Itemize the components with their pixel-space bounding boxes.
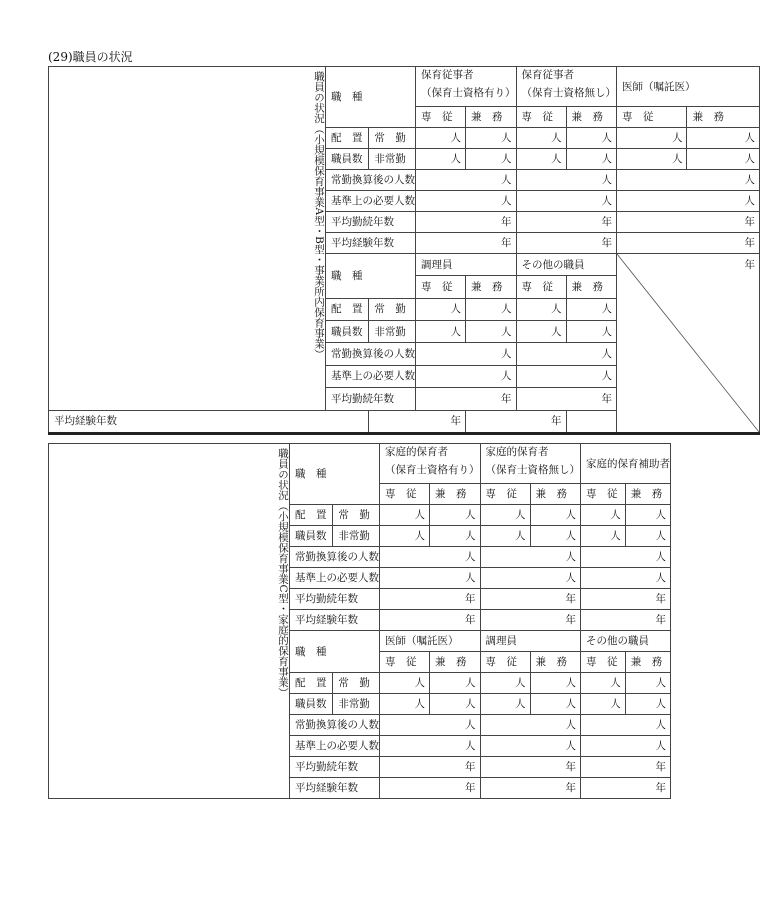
hijokin-label: 非常勤 [333, 694, 380, 715]
count-cell[interactable]: 人 [380, 673, 430, 694]
count-cell[interactable]: 人 [581, 694, 626, 715]
keiken-label: 平均経験年数 [290, 610, 380, 631]
kenmu-header: 兼 務 [530, 484, 580, 505]
count-cell[interactable]: 人 [516, 365, 617, 387]
count-cell[interactable]: 人 [625, 694, 670, 715]
page-title: (29)職員の状況 [48, 50, 133, 64]
count-cell[interactable]: 人 [416, 170, 517, 191]
count-cell[interactable]: 人 [530, 526, 580, 547]
count-cell[interactable]: 人 [581, 715, 671, 736]
count-cell[interactable]: 人 [480, 736, 581, 757]
years-cell[interactable]: 年 [380, 610, 481, 631]
senju-header: 専 従 [416, 276, 466, 298]
years-cell[interactable]: 年 [617, 212, 760, 233]
count-cell[interactable]: 人 [380, 526, 430, 547]
count-cell[interactable]: 人 [516, 343, 617, 365]
shokushu-label: 職 種 [326, 254, 416, 299]
col-header: 医師（嘱託医） [617, 67, 760, 107]
diagonal-empty-cell [617, 254, 760, 434]
years-cell[interactable]: 年 [369, 410, 466, 433]
count-cell[interactable]: 人 [480, 568, 581, 589]
count-cell[interactable]: 人 [625, 505, 670, 526]
years-unit: 年 [744, 259, 755, 271]
count-cell[interactable]: 人 [617, 149, 687, 170]
senju-header: 専 従 [516, 276, 566, 298]
years-cell[interactable]: 年 [516, 233, 617, 254]
years-cell[interactable]: 年 [480, 757, 581, 778]
count-cell[interactable]: 人 [581, 568, 671, 589]
years-cell[interactable]: 年 [416, 388, 517, 410]
section-side-label: 職員の状況（小規模保育事業C型・家庭的保育事業） [49, 444, 290, 799]
count-cell[interactable]: 人 [416, 321, 466, 343]
count-cell[interactable]: 人 [430, 505, 480, 526]
years-cell[interactable]: 年 [380, 778, 481, 799]
col-header-line2: （保育士資格有り） [421, 87, 516, 99]
col-header [416, 67, 517, 107]
count-cell[interactable]: 人 [516, 321, 566, 343]
senju-header: 専 従 [416, 107, 466, 128]
count-cell[interactable]: 人 [687, 149, 760, 170]
keiken-label: 平均経験年数 [326, 233, 416, 254]
count-cell[interactable]: 人 [530, 505, 580, 526]
shokuinsu-label: 職員数 [326, 321, 369, 343]
col-header-line1: 家庭的保育者 [385, 446, 448, 458]
count-cell[interactable]: 人 [466, 321, 516, 343]
shokushu-label: 職 種 [290, 444, 380, 505]
years-cell[interactable]: 年 [380, 757, 481, 778]
senju-header: 専 従 [380, 652, 430, 673]
senju-header: 専 従 [581, 484, 626, 505]
count-cell[interactable]: 人 [480, 715, 581, 736]
years-cell[interactable]: 年 [480, 589, 581, 610]
years-cell[interactable]: 年 [416, 233, 517, 254]
senju-header: 専 従 [480, 484, 530, 505]
count-cell[interactable]: 人 [380, 505, 430, 526]
count-cell[interactable]: 人 [466, 128, 516, 149]
count-cell[interactable]: 人 [617, 170, 760, 191]
count-cell[interactable]: 人 [380, 547, 481, 568]
count-cell[interactable]: 人 [480, 547, 581, 568]
keiken-label: 平均経験年数 [290, 778, 380, 799]
years-cell[interactable]: 年 [617, 233, 760, 254]
count-cell[interactable]: 人 [516, 149, 566, 170]
kijun-label: 基準上の必要人数 [326, 365, 416, 387]
col-header: 家庭的保育補助者 [581, 444, 671, 484]
count-cell[interactable]: 人 [416, 365, 517, 387]
staff-table-section-1 [48, 66, 760, 435]
shokuinsu-label: 職員数 [326, 149, 369, 170]
years-cell[interactable]: 年 [516, 388, 617, 410]
count-cell[interactable]: 人 [416, 343, 517, 365]
hijokin-label: 非常勤 [333, 526, 380, 547]
col-header-line1: 家庭的保育者 [485, 446, 549, 458]
col-header: 医師（嘱託医） [380, 631, 481, 652]
count-cell[interactable]: 人 [516, 170, 617, 191]
count-cell[interactable]: 人 [687, 128, 760, 149]
kinzoku-label: 平均勤続年数 [290, 757, 380, 778]
count-cell[interactable]: 人 [566, 149, 616, 170]
col-header-line2: （保育士資格無し） [485, 464, 580, 476]
count-cell[interactable]: 人 [466, 298, 516, 320]
jokin-label: 常 勤 [333, 673, 380, 694]
kenmu-header: 兼 務 [466, 276, 516, 298]
jokin-label: 常 勤 [369, 298, 416, 320]
shokushu-label: 職 種 [290, 631, 380, 673]
count-cell[interactable]: 人 [416, 298, 466, 320]
count-cell[interactable]: 人 [530, 673, 580, 694]
kinzoku-label: 平均勤続年数 [326, 388, 416, 410]
haichi-label: 配 置 [290, 673, 333, 694]
col-header-line2: （保育士資格無し） [521, 87, 616, 99]
kinzoku-label: 平均勤続年数 [326, 212, 416, 233]
keiken-label: 平均経験年数 [49, 410, 369, 433]
kenmu-header: 兼 務 [625, 652, 670, 673]
count-cell[interactable]: 人 [380, 568, 481, 589]
count-cell[interactable]: 人 [380, 694, 430, 715]
count-cell[interactable]: 人 [416, 191, 517, 212]
years-cell[interactable]: 年 [581, 610, 671, 631]
diagonal-line [617, 254, 759, 432]
years-cell[interactable]: 年 [516, 212, 617, 233]
col-header: 調理員 [416, 254, 517, 276]
kijun-label: 基準上の必要人数 [290, 736, 380, 757]
kenmu-header: 兼 務 [466, 107, 516, 128]
kenmu-header: 兼 務 [625, 484, 670, 505]
haichi-label: 配 置 [326, 128, 369, 149]
count-cell[interactable]: 人 [416, 149, 466, 170]
kanzan-label: 常勤換算後の人数 [290, 547, 380, 568]
senju-header: 専 従 [581, 652, 626, 673]
jokin-label: 常 勤 [369, 128, 416, 149]
count-cell[interactable]: 人 [466, 149, 516, 170]
count-cell[interactable]: 人 [430, 526, 480, 547]
count-cell[interactable]: 人 [581, 736, 671, 757]
col-header [380, 444, 481, 484]
col-header-line1: 保育従事者 [521, 69, 574, 81]
years-cell[interactable]: 年 [466, 410, 567, 433]
years-cell[interactable]: 年 [480, 610, 581, 631]
kanzan-label: 常勤換算後の人数 [290, 715, 380, 736]
jokin-label: 常 勤 [333, 505, 380, 526]
col-header: 調理員 [480, 631, 581, 652]
years-cell[interactable]: 年 [581, 757, 671, 778]
count-cell[interactable]: 人 [416, 128, 466, 149]
kanzan-label: 常勤換算後の人数 [326, 343, 416, 365]
count-cell[interactable]: 人 [617, 128, 687, 149]
count-cell[interactable]: 人 [430, 694, 480, 715]
shokuinsu-label: 職員数 [290, 526, 333, 547]
kinzoku-label: 平均勤続年数 [290, 589, 380, 610]
haichi-label: 配 置 [326, 298, 369, 320]
count-cell[interactable]: 人 [480, 526, 530, 547]
count-cell[interactable]: 人 [625, 526, 670, 547]
kijun-label: 基準上の必要人数 [290, 568, 380, 589]
kenmu-header: 兼 務 [430, 484, 480, 505]
count-cell[interactable]: 人 [581, 526, 626, 547]
kenmu-header: 兼 務 [430, 652, 480, 673]
kenmu-header: 兼 務 [687, 107, 760, 128]
kanzan-label: 常勤換算後の人数 [326, 170, 416, 191]
count-cell[interactable]: 人 [566, 298, 616, 320]
senju-header: 専 従 [516, 107, 566, 128]
col-header-line2: （保育士資格有り） [385, 464, 480, 476]
col-header [516, 67, 617, 107]
hijokin-label: 非常勤 [369, 149, 416, 170]
count-cell[interactable]: 人 [566, 321, 616, 343]
count-cell[interactable]: 人 [581, 505, 626, 526]
count-cell[interactable]: 人 [566, 128, 616, 149]
kenmu-header: 兼 務 [566, 276, 616, 298]
count-cell[interactable]: 人 [516, 191, 617, 212]
count-cell[interactable]: 人 [516, 128, 566, 149]
years-cell[interactable]: 年 [581, 778, 671, 799]
years-cell[interactable]: 年 [416, 212, 517, 233]
count-cell[interactable]: 人 [581, 673, 626, 694]
count-cell[interactable]: 人 [516, 298, 566, 320]
years-cell[interactable]: 年 [380, 589, 481, 610]
col-header: その他の職員 [516, 254, 617, 276]
count-cell[interactable]: 人 [480, 673, 530, 694]
years-cell[interactable]: 年 [480, 778, 581, 799]
col-header [480, 444, 581, 484]
count-cell[interactable]: 人 [625, 673, 670, 694]
count-cell[interactable]: 人 [530, 694, 580, 715]
senju-header: 専 従 [380, 484, 430, 505]
staff-table-section-2 [48, 443, 671, 799]
count-cell[interactable]: 人 [430, 673, 480, 694]
section-side-label: 職員の状況（小規模保育事業A型・B型・事業所内保育事業） [49, 67, 326, 411]
years-cell[interactable]: 年 [581, 589, 671, 610]
kijun-label: 基準上の必要人数 [326, 191, 416, 212]
senju-header: 専 従 [480, 652, 530, 673]
count-cell[interactable]: 人 [380, 715, 481, 736]
count-cell[interactable]: 人 [480, 505, 530, 526]
count-cell[interactable]: 人 [581, 547, 671, 568]
count-cell[interactable]: 人 [617, 191, 760, 212]
shokuinsu-label: 職員数 [290, 694, 333, 715]
hijokin-label: 非常勤 [369, 321, 416, 343]
col-header: その他の職員 [581, 631, 671, 652]
kenmu-header: 兼 務 [566, 107, 616, 128]
haichi-label: 配 置 [290, 505, 333, 526]
col-header-line1: 保育従事者 [421, 69, 474, 81]
senju-header: 専 従 [617, 107, 687, 128]
count-cell[interactable]: 人 [380, 736, 481, 757]
shokushu-label: 職 種 [326, 67, 416, 128]
count-cell[interactable]: 人 [480, 694, 530, 715]
kenmu-header: 兼 務 [530, 652, 580, 673]
